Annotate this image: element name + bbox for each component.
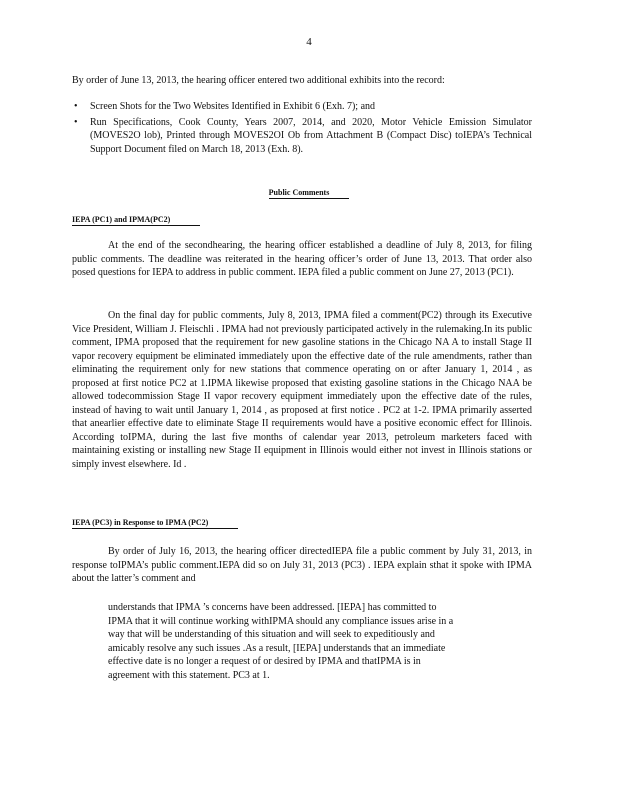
subheading-pc3: IEPA (PC3) in Response to IPMA (PC2) [72, 518, 238, 529]
paragraph-pc3: By order of July 16, 2013, the hearing officer directedIEPA file a public comment by July 31, 2013, in response toIPMA’s public comment.IEPA did so on July 31, 2013 (PC3) . IEPA explain sthat it spoke with IPMA about the latter’s comment and [72, 546, 532, 584]
subheading-pc1: IEPA (PC1) and IPMA(PC2) [72, 215, 200, 226]
block-quote: understands that IPMA ’s concerns have been addressed. [IEPA] has committed to IPMA that it will continue working withIPMA should any compliance issues arise in a way that will be understanding of this situation and will seek to expeditiously and amicably resolve any such issues .As a result, [IEPA] understands that an immediate effective date is no longer a request of or desired by IPMA and thatIPMA is in agreement with this statement. PC3 at 1. [108, 602, 454, 681]
page-number: 4 [306, 36, 312, 48]
section-heading: Public Comments [0, 188, 618, 197]
exhibit-list [72, 100, 532, 158]
paragraph-pc2: On the final day for public comments, July 8, 2013, IPMA filed a comment(PC2) through its Executive Vice President, William J. Fleischli . IPMA had not previously participated actively in the rulemaking.In its public comment, IPMA proposed that the requirement for new gasoline stations in the Chicago NA A to install Stage II vapor recovery equipment be eliminated immediately upon the effective date of the rule amendments, rather than eliminating the requirement only for new stations that commence operating on or after January 1, 2014 , as proposed at first notice PC2 at 1.IPMA likewise proposed that existing gasoline stations in the Chicago NAA be allowed todecommission Stage II vapor recovery equipment immediately upon the effective date of the rules, instead of having to wait until January 1, 2014 , as proposed at first notice . PC2 at 1-2. IPMA primarily asserted that anearlier effective date to eliminate Stage II requirements would have a positive economic effect for Illinois. According toIPMA, during the last five months of calendar year 2013, petroleum marketers faced with maintaining existing or installing new Stage II equipment in Illinois would either not invest in Illinois stations or simply invest elsewhere. Id . [72, 310, 532, 470]
list-item: • Screen Shots for the Two Websites Identified in Exhibit 6 (Exh. 7); and [74, 101, 376, 112]
paragraph-pc1: At the end of the secondhearing, the hearing officer established a deadline of July 8, 2013, for filing public comments. The deadline was reiterated in the hearing officer’s order of June 13, 2013. That order also posed questions for IEPA to address in public comment. IEPA filed a public comment on June 27, 2013 (PC1). [72, 240, 532, 278]
list-item: • Run Specifications, Cook County, Years 2007, 2014, and 2020, Motor Vehicle Emission Simulator (MOVES2O lob), Printed through MOVES2OI Ob from Attachment B (Compact Disc) toIEPA’s Technical Support Document filed on March 18, 2013 (Exh. 8). [74, 116, 532, 155]
intro-paragraph: By order of June 13, 2013, the hearing officer entered two additional exhibits into the record: [72, 75, 445, 86]
